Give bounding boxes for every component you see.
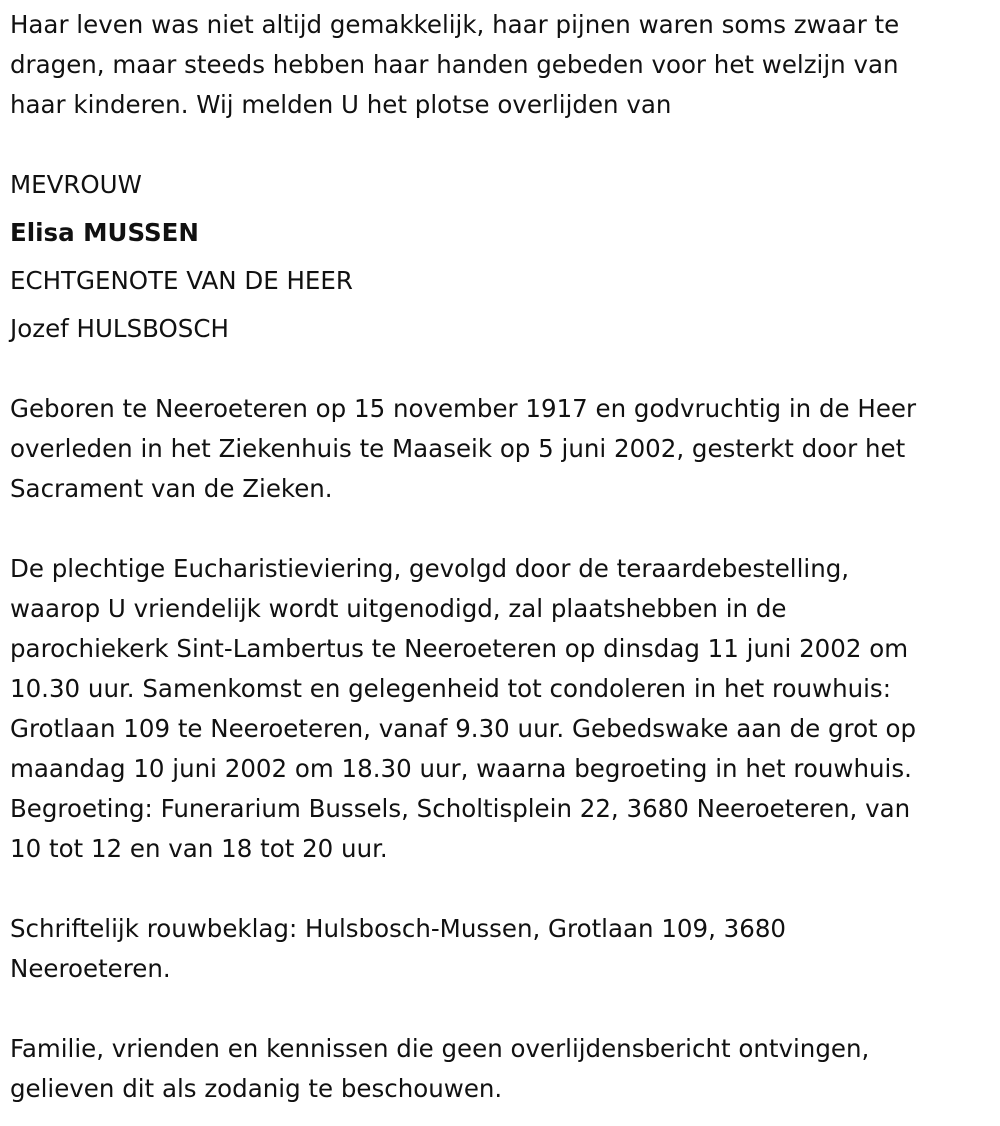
relation-label: ECHTGENOTE VAN DE HEER <box>10 266 353 295</box>
closing-paragraph: Familie, vrienden en kennissen die geen overlijdensbericht ontvingen, gelieven dit als zodanig te beschouwen. <box>10 1034 870 1103</box>
condolence-paragraph: Schriftelijk rouwbeklag: Hulsbosch-Mussen, Grotlaan 109, 3680 Neeroeteren. <box>10 914 787 983</box>
ceremony-paragraph: De plechtige Eucharistieviering, gevolgd door de teraardebestelling, waarop U vriendelijk wordt uitgenodigd, zal plaatshebben in de parochiekerk Sint-Lambertus te Neeroeteren op dinsdag 11 juni 2002 om 10.30 uur. Samenkomst en gelegenheid tot condoleren in het rouwhuis: Grotlaan 109 te Neeroeteren, vanaf 9.30 uur. Gebedswake aan de grot op maandag 10 juni 2002 om 18.30 uur, waarna begroeting in het rouwhuis. Begroeting: Funerarium Bussels, Scholtisplein 22, 3680 Neeroeteren, van 10 tot 12 en van 18 tot 20 uur. <box>10 554 916 863</box>
birth-death-paragraph: Geboren te Neeroeteren op 15 november 1917 en godvruchtig in de Heer overleden in het Ziekenhuis te Maaseik op 5 juni 2002, gesterkt door het Sacrament van de Zieken. <box>10 394 917 503</box>
title-label: MEVROUW <box>10 170 142 199</box>
deceased-name-block <box>10 165 990 349</box>
intro-paragraph: Haar leven was niet altijd gemakkelijk, haar pijnen waren soms zwaar te dragen, maar steeds hebben haar handen gebeden voor het welzijn van haar kinderen. Wij melden U het plotse overlijden van <box>10 10 900 119</box>
deceased-name: Elisa MUSSEN <box>10 218 199 247</box>
spouse-name: Jozef HULSBOSCH <box>10 314 229 343</box>
